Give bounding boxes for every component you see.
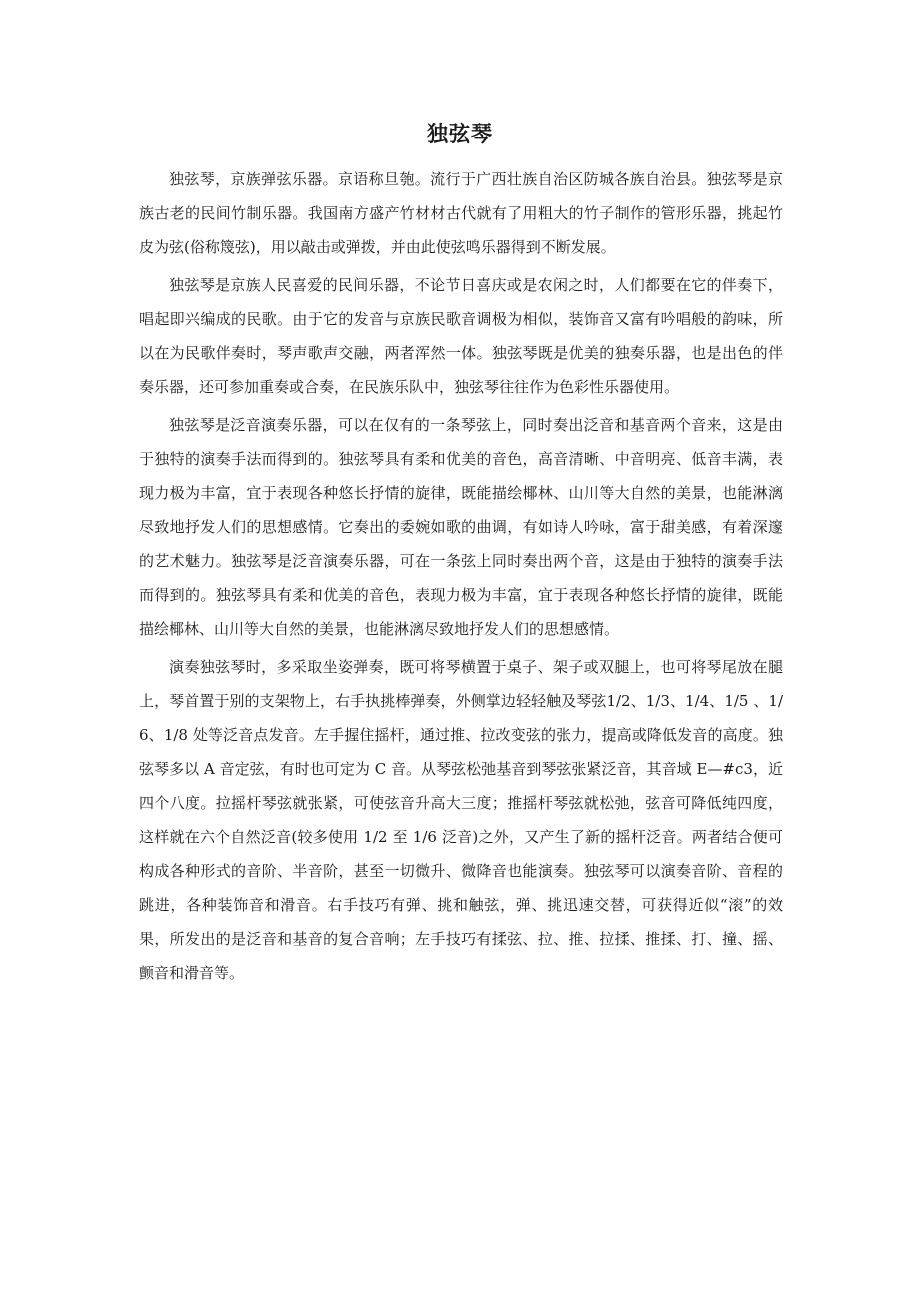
paragraph-technique: 演奏独弦琴时，多采取坐姿弹奏，既可将琴横置于桌子、架子或双腿上，也可将琴尾放在腿上，琴首置于别的支架物上，右手执挑棒弹奏，外侧掌边轻轻触及琴弦1/2、1/3、1/4、1/5 、1/6、1/8 处等泛音点发音。左手握住摇杆，通过推、拉改变弦的张力，提高或降低发音的高度。独弦琴多以 A 音定弦，有时也可定为 C 音。从琴弦松弛基音到琴弦张紧泛音，其音域 E—#c3，近四个八度。拉摇杆琴弦就张紧，可使弦音升高大三度；推摇杆琴弦就松弛，弦音可降低纯四度，这样就在六个自然泛音(较多使用 1/2 至 1/6 泛音)之外，又产生了新的摇杆泛音。两者结合便可构成各种形式的音阶、半音阶，甚至一切微升、微降音也能演奏。独弦琴可以演奏音阶、音程的跳进，各种装饰音和滑音。右手技巧有弹、挑和触弦，弹、挑迅速交替，可获得近似“滚”的效果，所发出的是泛音和基音的复合音响；左手技巧有揉弦、拉、推、拉揉、推揉、打、撞、摇、颤音和滑音等。 [139,658,783,982]
paragraph-usage: 独弦琴是京族人民喜爱的民间乐器，不论节日喜庆或是农闲之时，人们都要在它的伴奏下，唱起即兴编成的民歌。由于它的发音与京族民歌音调极为相似，装饰音又富有吟唱般的韵味，所以在为民歌伴奏时，琴声歌声交融，两者浑然一体。独弦琴既是优美的独奏乐器，也是出色的伴奏乐器，还可参加重奏或合奏，在民族乐队中，独弦琴往往作为色彩性乐器使用。 [139,276,783,396]
document-body [139,162,783,994]
document-title: 独弦琴 [427,121,493,146]
paragraph-intro: 独弦琴，京族弹弦乐器。京语称旦匏。流行于广西壮族自治区防城各族自治县。独弦琴是京族古老的民间竹制乐器。我国南方盛产竹材材古代就有了用粗大的竹子制作的管形乐器，挑起竹皮为弦(俗称篾弦)，用以敲击或弹拨，并由此使弦鸣乐器得到不断发展。 [139,170,783,256]
paragraph-timbre: 独弦琴是泛音演奏乐器，可以在仅有的一条琴弦上，同时奏出泛音和基音两个音来，这是由于独特的演奏手法而得到的。独弦琴具有柔和优美的音色，高音清晰、中音明亮、低音丰满，表现力极为丰富，宜于表现各种悠长抒情的旋律，既能描绘椰林、山川等大自然的美景，也能淋漓尽致地抒发人们的思想感情。它奏出的委婉如歌的曲调，有如诗人吟咏，富于甜美感，有着深邃的艺术魅力。独弦琴是泛音演奏乐器，可在一条弦上同时奏出两个音，这是由于独特的演奏手法而得到的。独弦琴具有柔和优美的音色，表现力极为丰富，宜于表现各种悠长抒情的旋律，既能描绘椰林、山川等大自然的美景，也能淋漓尽致地抒发人们的思想感情。 [139,416,783,638]
